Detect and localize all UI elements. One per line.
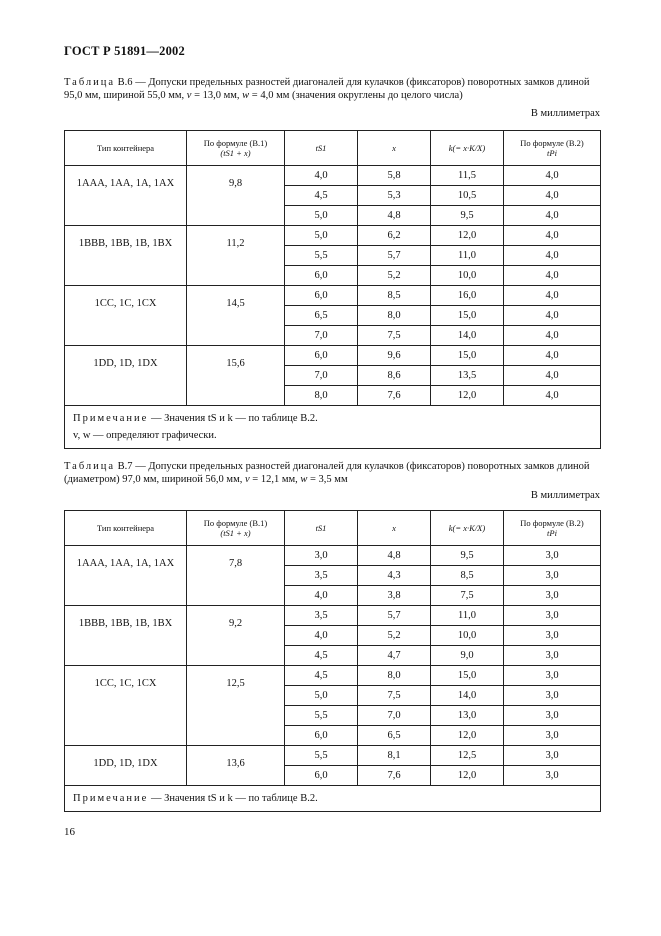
formula1-cell: 7,8 [187,546,285,606]
table7-caption-label: Таблица [64,461,116,472]
table-row [65,666,601,686]
table6-caption-v-val: = 13,0 мм, [191,90,243,101]
header-formula1-sub: (tS1 + x) [220,148,251,158]
k-cell: 13,0 [431,706,504,726]
k-cell: 12,0 [431,726,504,746]
ts-cell: 6,5 [285,306,358,326]
k-cell: 12,0 [431,386,504,406]
x-cell: 5,2 [358,266,431,286]
formula1-cell: 13,6 [187,746,285,786]
k-cell: 15,0 [431,306,504,326]
header-formula1: По формуле (В.1) (tS1 + x) [187,511,285,546]
formula2-cell: 3,0 [504,566,601,586]
table6-caption-label: Таблица [64,77,116,88]
formula1-cell: 12,5 [187,666,285,746]
k-cell: 11,5 [431,166,504,186]
header-x: x [358,131,431,166]
ts-cell: 3,5 [285,606,358,626]
table7-caption-w: w [300,474,308,485]
formula1-cell: 14,5 [187,286,285,346]
table-row [65,226,601,246]
x-cell: 7,6 [358,386,431,406]
formula1-cell: 15,6 [187,346,285,406]
formula2-cell: 3,0 [504,606,601,626]
formula2-cell: 3,0 [504,646,601,666]
formula2-cell: 3,0 [504,706,601,726]
header-x: x [358,511,431,546]
header-type: Тип контейнера [65,131,187,166]
table7 [64,510,601,812]
k-cell: 7,5 [431,586,504,606]
formula2-cell: 3,0 [504,666,601,686]
table-row [65,546,601,566]
k-cell: 8,5 [431,566,504,586]
formula1-cell: 9,8 [187,166,285,226]
x-cell: 3,8 [358,586,431,606]
ts-cell: 5,5 [285,746,358,766]
x-cell: 7,0 [358,706,431,726]
table6-caption-w: w [242,90,250,101]
header-ts: tS1 [285,131,358,166]
table6-caption-text: — Допуски предельных разностей диагоналей для кулачков (фиксаторов) поворотных замков длиной 95,0 мм, шириной 55,0 мм, [64,77,590,101]
k-cell: 9,5 [431,546,504,566]
table7-caption-text: — Допуски предельных разностей диагоналей для кулачков (фиксаторов) поворотных замков длиной (диаметром) 97,0 мм, шириной 56,0 мм, [64,461,590,485]
table-row [65,346,601,366]
formula2-cell: 4,0 [504,266,601,286]
table6-caption-w-val: = 4,0 мм (значения округлены до целого числа) [249,90,463,101]
table7-caption-v: v [244,474,250,485]
ts-cell: 5,0 [285,226,358,246]
ts-cell: 5,0 [285,686,358,706]
header-formula2: По формуле (В.2) tPi [504,131,601,166]
x-cell: 8,0 [358,306,431,326]
ts-cell: 6,0 [285,266,358,286]
formula2-cell: 4,0 [504,246,601,266]
ts-cell: 3,5 [285,566,358,586]
formula2-cell: 4,0 [504,226,601,246]
formula2-cell: 3,0 [504,746,601,766]
table7-caption-w-val: = 3,5 мм [307,474,348,485]
page-number: 16 [64,826,75,838]
formula2-cell: 4,0 [504,166,601,186]
ts-cell: 7,0 [285,326,358,346]
x-cell: 4,8 [358,206,431,226]
container-type-cell: 1AAA, 1AA, 1A, 1AX [65,546,187,606]
k-cell: 9,5 [431,206,504,226]
ts-cell: 6,0 [285,286,358,306]
formula1-cell: 11,2 [187,226,285,286]
x-cell: 5,2 [358,626,431,646]
formula1-cell: 9,2 [187,606,285,666]
x-cell: 8,0 [358,666,431,686]
document-header: ГОСТ Р 51891—2002 [64,44,185,58]
header-type: Тип контейнера [65,511,187,546]
table6-note-label: Примечание [73,413,149,424]
formula2-cell: 4,0 [504,386,601,406]
x-cell: 6,5 [358,726,431,746]
k-cell: 15,0 [431,666,504,686]
table7-unit: В миллиметрах [530,490,600,501]
table-row [65,286,601,306]
formula2-cell: 4,0 [504,186,601,206]
header-k: k(= x·K/X) [431,131,504,166]
k-cell: 11,0 [431,246,504,266]
formula2-cell: 3,0 [504,626,601,646]
ts-cell: 6,0 [285,766,358,786]
x-cell: 5,7 [358,606,431,626]
x-cell: 7,6 [358,766,431,786]
x-cell: 5,7 [358,246,431,266]
container-type-cell: 1DD, 1D, 1DX [65,346,187,406]
container-type-cell: 1BBB, 1BB, 1B, 1BX [65,226,187,286]
ts-cell: 5,5 [285,706,358,726]
ts-cell: 6,0 [285,346,358,366]
table7-caption-num: В.7 [117,461,133,472]
formula2-cell: 3,0 [504,586,601,606]
table7-caption-v-val: = 12,1 мм, [249,474,301,485]
k-cell: 12,5 [431,746,504,766]
ts-cell: 4,5 [285,186,358,206]
header-formula2-sub: tPi [547,148,557,158]
k-cell: 14,0 [431,686,504,706]
table6 [64,130,601,449]
container-type-cell: 1DD, 1D, 1DX [65,746,187,786]
formula2-cell: 4,0 [504,366,601,386]
x-cell: 4,8 [358,546,431,566]
x-cell: 5,3 [358,186,431,206]
table6-caption-v: v [186,90,192,101]
header-formula1: По формуле (В.1) (tS1 + x) [187,131,285,166]
k-cell: 12,0 [431,766,504,786]
x-cell: 7,5 [358,326,431,346]
ts-cell: 4,0 [285,586,358,606]
table-row [65,166,601,186]
table-row [65,746,601,766]
table7-caption [64,460,604,486]
table6-unit: В миллиметрах [530,108,600,119]
k-cell: 10,0 [431,266,504,286]
table6-note-row [65,406,601,449]
table7-note-text: — Значения tS и k — по таблице В.2. [148,793,318,804]
table6-note2: v, w — определяют графически. [73,430,217,441]
table7-note-label: Примечание [73,793,149,804]
table6-header-row [65,131,601,166]
x-cell: 8,1 [358,746,431,766]
ts-cell: 4,0 [285,626,358,646]
k-cell: 12,0 [431,226,504,246]
ts-cell: 5,5 [285,246,358,266]
ts-cell: 4,0 [285,166,358,186]
table6-note-text: — Значения tS и k — по таблице В.2. [148,413,318,424]
formula2-cell: 3,0 [504,546,601,566]
x-cell: 5,8 [358,166,431,186]
formula2-cell: 4,0 [504,326,601,346]
table-row [65,606,601,626]
table7-note [65,786,601,812]
x-cell: 9,6 [358,346,431,366]
header-ts: tS1 [285,511,358,546]
formula2-cell: 4,0 [504,346,601,366]
table6-note [65,406,601,449]
table7-header-row [65,511,601,546]
ts-cell: 4,5 [285,666,358,686]
table6-caption-num: В.6 [117,77,133,88]
header-k: k(= x·K/X) [431,511,504,546]
ts-cell: 6,0 [285,726,358,746]
ts-cell: 4,5 [285,646,358,666]
x-cell: 4,7 [358,646,431,666]
container-type-cell: 1AAA, 1AA, 1A, 1AX [65,166,187,226]
formula2-cell: 3,0 [504,726,601,746]
ts-cell: 5,0 [285,206,358,226]
table6-caption [64,76,604,102]
k-cell: 13,5 [431,366,504,386]
container-type-cell: 1CC, 1C, 1CX [65,666,187,746]
k-cell: 15,0 [431,346,504,366]
k-cell: 9,0 [431,646,504,666]
ts-cell: 3,0 [285,546,358,566]
x-cell: 8,5 [358,286,431,306]
x-cell: 8,6 [358,366,431,386]
k-cell: 11,0 [431,606,504,626]
k-cell: 10,5 [431,186,504,206]
container-type-cell: 1BBB, 1BB, 1B, 1BX [65,606,187,666]
k-cell: 10,0 [431,626,504,646]
k-cell: 16,0 [431,286,504,306]
container-type-cell: 1CC, 1C, 1CX [65,286,187,346]
x-cell: 7,5 [358,686,431,706]
x-cell: 4,3 [358,566,431,586]
formula2-cell: 3,0 [504,766,601,786]
x-cell: 6,2 [358,226,431,246]
ts-cell: 8,0 [285,386,358,406]
formula2-cell: 4,0 [504,206,601,226]
formula2-cell: 4,0 [504,306,601,326]
header-formula2: По формуле (В.2) tPi [504,511,601,546]
ts-cell: 7,0 [285,366,358,386]
formula2-cell: 4,0 [504,286,601,306]
formula2-cell: 3,0 [504,686,601,706]
table7-note-row [65,786,601,812]
k-cell: 14,0 [431,326,504,346]
